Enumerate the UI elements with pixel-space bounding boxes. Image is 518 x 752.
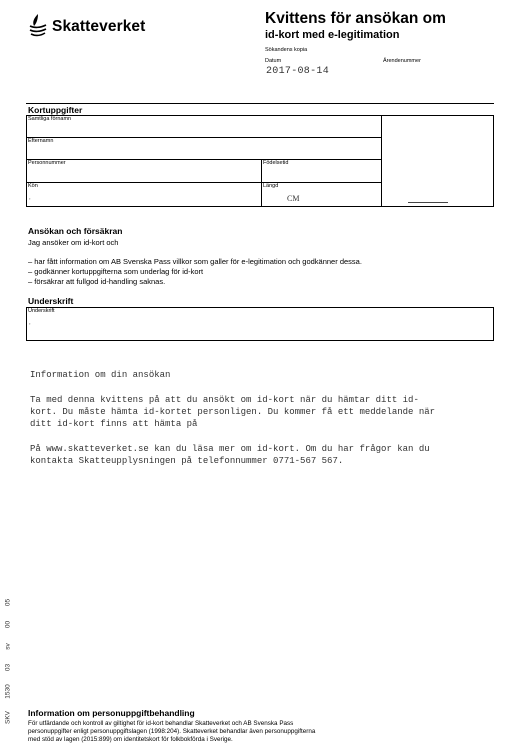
surname-label: Efternamn	[28, 138, 54, 144]
form-code-part: 05	[4, 598, 12, 607]
footer-heading: Information om personuppgiftbehandling	[28, 708, 195, 718]
field-marker: ,	[29, 195, 31, 201]
info-paragraph-line: kort. Du måste hämta id-kortet personligen. Du kommer få ett meddelande när	[30, 407, 436, 417]
application-item: – har fått information om AB Svenska Pass villkor som galler för e-legitimation och godkänner dessa.	[28, 257, 362, 266]
form-code-part: 1530	[4, 684, 12, 699]
photo-area	[381, 115, 494, 207]
info-heading: Information om din ansökan	[30, 370, 171, 380]
footer-line: personuppgifter enligt personuppgiftslagen (1998:204). Skatteverket behandlar även personuppgifterna	[28, 728, 316, 735]
application-item: – försäkrar att fullgod id-handling saknas.	[28, 277, 166, 286]
footer-line: med stöd av lagen (2015:899) om identitetskort för folkbokförda i Sverige.	[28, 736, 233, 743]
info-paragraph-line: ditt id-kort finns att hämta på	[30, 419, 198, 429]
date-value: 2017-08-14	[266, 66, 330, 77]
signature-label: Underskrift	[28, 308, 55, 314]
given-names-label: Samtliga förnamn	[28, 116, 72, 122]
date-label: Datum	[265, 58, 282, 64]
case-number-label: Ärendenummer	[383, 58, 421, 64]
birthplace-field[interactable]	[261, 159, 382, 183]
birthplace-label: Födelsetid	[263, 160, 289, 166]
footer-line: För utfärdande och kontroll av giltighet för id-kort behandlar Skatteverket och AB Svenska Pass	[28, 720, 294, 727]
copy-label: Sökandens kopia	[265, 47, 308, 53]
personal-number-label: Personnummer	[28, 160, 66, 166]
height-label: Längd	[263, 183, 279, 189]
sex-label: Kön	[28, 183, 38, 189]
surname-field[interactable]	[26, 137, 382, 160]
form-code-part: sv	[4, 643, 12, 650]
brand-name: Skatteverket	[52, 18, 146, 35]
document-title: Kvittens för ansökan om	[265, 10, 446, 27]
personal-number-field[interactable]	[26, 159, 262, 183]
card-details-heading: Kortuppgifter	[28, 105, 83, 115]
sex-field[interactable]	[26, 182, 262, 207]
footer-text	[28, 720, 488, 744]
field-marker: ,	[29, 320, 31, 326]
height-field[interactable]	[261, 182, 382, 207]
skatteverket-logo-icon	[28, 12, 48, 38]
form-code-part: 00	[4, 620, 12, 629]
height-unit: CM	[287, 194, 300, 203]
info-paragraph-line: kontakta Skatteupplysningen på telefonnummer 0771-567 567.	[30, 456, 344, 466]
application-intro: Jag ansöker om id-kort och	[28, 238, 119, 247]
photo-signature-line	[408, 202, 448, 203]
signature-field[interactable]	[26, 307, 494, 341]
form-code-part: 03	[4, 663, 12, 672]
application-item: – godkänner kortuppgifterna som underlag för id-kort	[28, 267, 204, 276]
signature-heading: Underskrift	[28, 296, 74, 306]
info-paragraph-line: Ta med denna kvittens på att du ansökt om id-kort när du hämtar ditt id-	[30, 395, 419, 405]
form-code-part: SKV	[4, 711, 12, 725]
info-paragraph-line: På www.skatteverket.se kan du läsa mer om id-kort. Om du har frågor kan du	[30, 444, 430, 454]
document-subtitle: id-kort med e-legitimation	[265, 29, 400, 41]
application-heading: Ansökan och försäkran	[28, 226, 123, 236]
section-divider	[26, 103, 494, 104]
given-names-field[interactable]	[26, 115, 382, 138]
